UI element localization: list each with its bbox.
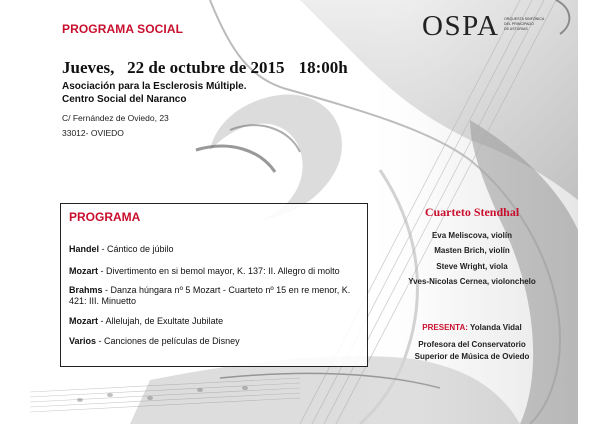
logo-wordmark: OSPA [422, 10, 500, 42]
program-title: PROGRAMA [69, 210, 141, 224]
program-item: Handel - Cántico de júbilo [69, 244, 174, 254]
event-date-line [62, 58, 348, 78]
presenter-line [372, 323, 572, 332]
program-item: Brahms - Danza húngara nº 5 Mozart - Cuarteto nº 15 en re menor, K. 421: III. Minuetto [69, 285, 351, 306]
program-item: Mozart - Divertimento en si bemol mayor, K. 137: II. Allegro di molto [69, 266, 340, 276]
ensemble-member: Steve Wright, viola [436, 262, 508, 271]
address-city: 33012- OVIEDO [62, 128, 124, 138]
presenter-label: PRESENTA: [422, 323, 468, 332]
ensemble-member: Eva Meliscova, violín [431, 231, 513, 240]
event-date: Jueves, 22 de octubre de 2015 [62, 58, 285, 77]
ensemble-member: Masten Brich, violín [434, 246, 510, 255]
organization-name: Asociación para la Esclerosis Múltiple. [62, 81, 247, 92]
event-time: 18:00h [298, 58, 348, 77]
program-item: Varios - Canciones de películas de Disney [69, 336, 240, 346]
presenter-role: Profesora del Conservatorio Superior de Música de Oviedo [414, 340, 530, 361]
venue-name: Centro Social del Naranco [62, 94, 187, 105]
ospa-logo [422, 8, 572, 42]
ensemble-name: Cuarteto Stendhal [424, 205, 520, 219]
ensemble-member: Yves-Nicolas Cernea, violonchelo [408, 277, 536, 286]
event-organization [62, 80, 247, 106]
program-box [60, 203, 368, 367]
venue-address [62, 111, 169, 141]
social-program-label: PROGRAMA SOCIAL [62, 22, 184, 36]
logo-subtitle: ORQUESTA SINFÓNICA DEL PRINCIPADO DE ASTURIAS [504, 17, 545, 31]
program-item: Mozart - Allelujah, de Exultate Jubilate [69, 316, 224, 326]
address-street: C/ Fernández de Oviedo, 23 [62, 113, 169, 123]
presenter-name: Yolanda Vidal [467, 323, 522, 332]
